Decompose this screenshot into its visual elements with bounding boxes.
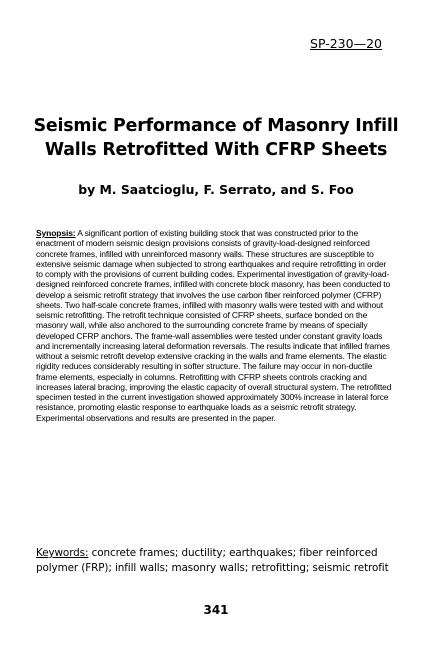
keywords-text: concrete frames; ductility; earthquakes; fiber reinforced polymer (FRP); infill walls; masonry walls; retrofitting; seismic retrofit bbox=[36, 547, 389, 574]
synopsis bbox=[36, 228, 394, 423]
synopsis-label: Synopsis: bbox=[36, 228, 76, 238]
series-id: SP-230—20 bbox=[310, 36, 382, 51]
synopsis-text: A significant portion of existing building stock that was constructed prior to the enactment of modern seismic design provisions consists of gravity-load-designed reinforced concrete frames, infilled with unreinforced masonry walls. These structures are susceptible to extensive seismic damage when subjected to strong earthquakes and require retrofitting in order to comply with the provisions of current building codes. Experimental investigation of gravity-load-designed reinforced concrete frames, infilled with concrete block masonry, has been conducted to develop a seismic retrofit strategy that involves the use carbon fiber reinforced polymer (CFRP) sheets. Two half-scale concrete frames, infilled with masonry walls were tested with and without seismic retrofitting. The retrofit technique consisted of CFRP sheets, surface bonded on the masonry wall, while also anchored to the surrounding concrete frame by means of specially developed CFRP anchors. The frame-wall assemblies were tested under constant gravity loads and incrementally increasing lateral deformation reversals. The results indicate that infilled frames without a seismic retrofit develop extensive cracking in the walls and frame elements. The elastic rigidity reduces considerably resulting in softer structure. The failure may occur in non-ductile frame elements, especially in columns. Retrofitting with CFRP sheets controls cracking and increases lateral bracing, improving the elastic capacity of overall structural system. The retrofitted specimen tested in the current investigation showed approximately 300% increase in lateral force resistance, promoting elastic response to earthquake loads as a seismic retrofit strategy. Experimental observations and results are presented in the paper. bbox=[36, 228, 392, 423]
keywords bbox=[36, 546, 398, 576]
page-number: 341 bbox=[203, 603, 229, 617]
paper-title: Seismic Performance of Masonry Infill Walls Retrofitted With CFRP Sheets bbox=[33, 116, 399, 160]
paper-authors: by M. Saatcioglu, F. Serrato, and S. Foo bbox=[78, 182, 354, 197]
keywords-label: Keywords: bbox=[36, 547, 89, 559]
